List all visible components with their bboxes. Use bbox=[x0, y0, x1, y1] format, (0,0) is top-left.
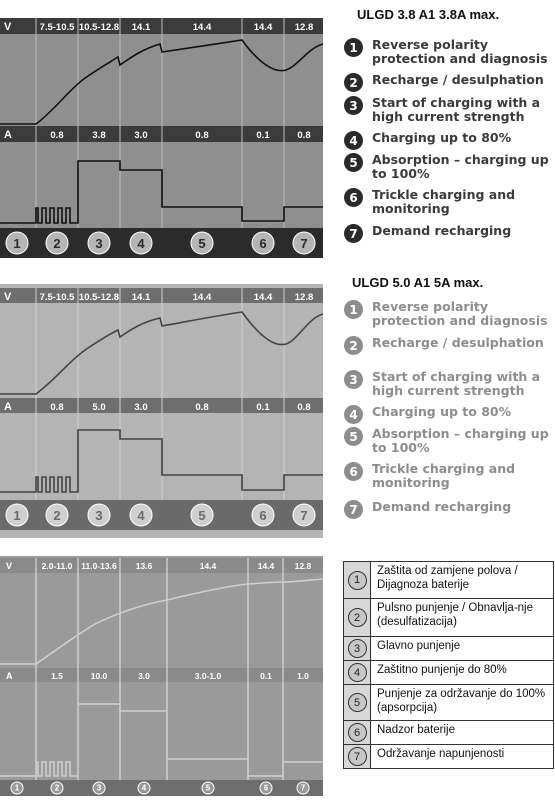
legend-item bbox=[344, 336, 549, 355]
legend-number-icon: 7 bbox=[344, 500, 363, 519]
voltage-label: 12.8 bbox=[294, 292, 314, 303]
phase-number: 3 bbox=[95, 235, 103, 251]
current-label: 0.1 bbox=[260, 671, 272, 681]
current-label: 0.8 bbox=[50, 130, 64, 141]
legend-number-icon: 3 bbox=[348, 639, 367, 658]
current-label: 0.8 bbox=[195, 402, 209, 413]
legend-number-cell bbox=[344, 637, 371, 660]
legend-text: Održavanje napunjenosti bbox=[377, 748, 505, 760]
legend-table bbox=[343, 561, 554, 769]
legend-row bbox=[344, 598, 553, 636]
phase-number: 1 bbox=[14, 783, 20, 793]
current-label: 0.8 bbox=[297, 130, 311, 141]
legend-text: Recharge / desulphation bbox=[372, 72, 544, 87]
voltage-label: 14.4 bbox=[199, 561, 217, 571]
current-label: 0.1 bbox=[256, 130, 270, 141]
legend-number-icon: 4 bbox=[344, 405, 363, 424]
legend-text: Glavno punjenje bbox=[377, 640, 461, 652]
voltage-axis-label: V bbox=[4, 21, 12, 33]
legend-text: Reverse polarity protection and diagnosis bbox=[372, 299, 548, 328]
voltage-label: 14.4 bbox=[253, 22, 273, 33]
legend-number-icon: 1 bbox=[348, 571, 367, 590]
legend-item bbox=[344, 427, 549, 455]
current-label: 3.8 bbox=[92, 130, 106, 141]
current-header-bar bbox=[0, 668, 323, 682]
voltage-label: 14.4 bbox=[192, 292, 212, 303]
panel-title: ULGD 3.8 A1 3.8A max. bbox=[357, 7, 500, 22]
legend-number-icon: 7 bbox=[344, 224, 363, 243]
voltage-label: 10.5-12.8 bbox=[78, 292, 120, 303]
voltage-label: 12.8 bbox=[294, 561, 312, 571]
legend-number-icon: 2 bbox=[344, 336, 363, 355]
legend-text: Start of charging with a high current strength bbox=[372, 95, 541, 124]
legend-text: Nadzor baterije bbox=[377, 724, 455, 736]
legend-number-icon: 4 bbox=[348, 663, 367, 682]
current-label: 3.0 bbox=[134, 130, 148, 141]
phase-number: 5 bbox=[205, 783, 211, 793]
voltage-label: 14.1 bbox=[131, 22, 151, 33]
phase-number: 4 bbox=[137, 507, 145, 523]
legend-text: Charging up to 80% bbox=[372, 130, 512, 145]
legend-number-icon: 3 bbox=[344, 96, 363, 115]
legend-text: Zaštitno punjenje do 80% bbox=[377, 664, 507, 676]
legend-item bbox=[344, 405, 549, 424]
legend-number-icon: 5 bbox=[348, 693, 367, 712]
voltage-label: 14.4 bbox=[257, 561, 275, 571]
voltage-label: 14.1 bbox=[131, 292, 151, 303]
legend-number-icon: 4 bbox=[344, 131, 363, 150]
legend-item bbox=[344, 38, 549, 66]
phase-number: 6 bbox=[259, 235, 267, 251]
voltage-label: 2.0-11.0 bbox=[41, 561, 73, 571]
legend-row bbox=[344, 684, 553, 720]
voltage-axis-label: V bbox=[4, 291, 12, 303]
current-label: 3.0 bbox=[138, 671, 150, 681]
legend-item bbox=[344, 153, 549, 181]
phase-number: 5 bbox=[198, 235, 206, 251]
phase-number: 6 bbox=[263, 783, 269, 793]
current-label: 5.0 bbox=[92, 402, 106, 413]
legend-number-icon: 6 bbox=[344, 462, 363, 481]
current-label: 3.0-1.0 bbox=[194, 671, 222, 681]
legend-number-cell bbox=[344, 685, 371, 720]
phase-number: 2 bbox=[53, 235, 61, 251]
legend-item bbox=[344, 370, 549, 398]
legend-item bbox=[344, 188, 549, 216]
legend-number-cell bbox=[344, 721, 371, 744]
legend-item bbox=[344, 300, 549, 328]
current-label: 3.0 bbox=[134, 402, 148, 413]
legend-item bbox=[344, 131, 549, 150]
voltage-label: 7.5-10.5 bbox=[39, 22, 75, 33]
legend-text: Pulsno punjenje / Obnavlja-nje (desulfatizacija) bbox=[377, 602, 533, 628]
legend-number-icon: 1 bbox=[344, 300, 363, 319]
legend-text: Punjenje za održavanje do 100% (apsorpcija) bbox=[377, 688, 546, 714]
legend-item bbox=[344, 96, 549, 124]
voltage-label: 13.6 bbox=[135, 561, 153, 571]
legend-text: Reverse polarity protection and diagnosis bbox=[372, 37, 548, 66]
legend-text: Start of charging with a high current strength bbox=[372, 369, 541, 398]
phase-number: 7 bbox=[300, 783, 306, 793]
legend-number-icon: 2 bbox=[348, 608, 367, 627]
phase-number: 1 bbox=[13, 235, 21, 251]
voltage-label: 14.4 bbox=[253, 292, 273, 303]
legend-item bbox=[344, 462, 549, 490]
legend-text: Trickle charging and monitoring bbox=[372, 461, 516, 490]
voltage-label: 14.4 bbox=[192, 22, 212, 33]
legend-number-icon: 6 bbox=[344, 188, 363, 207]
current-label: 10.0 bbox=[90, 671, 108, 681]
phase-number: 7 bbox=[300, 507, 308, 523]
phase-number: 6 bbox=[259, 507, 267, 523]
current-axis-label: A bbox=[6, 671, 13, 681]
legend-item bbox=[344, 73, 549, 92]
legend-text: Demand recharging bbox=[372, 223, 512, 238]
panel-title: ULGD 5.0 A1 5A max. bbox=[352, 275, 484, 290]
voltage-label: 10.5-12.8 bbox=[78, 22, 120, 33]
legend-number-cell bbox=[344, 661, 371, 684]
phase-number: 4 bbox=[141, 783, 147, 793]
legend-number-cell bbox=[344, 562, 371, 598]
legend-item bbox=[344, 224, 549, 243]
current-label: 0.8 bbox=[195, 130, 209, 141]
legend-text: Absorption – charging up to 100% bbox=[372, 426, 549, 455]
current-axis-label: A bbox=[4, 129, 12, 141]
voltage-axis-label: V bbox=[6, 561, 13, 571]
legend-number-cell bbox=[344, 745, 371, 768]
voltage-label: 12.8 bbox=[294, 22, 314, 33]
legend-number-icon: 2 bbox=[344, 73, 363, 92]
legend-number-icon: 6 bbox=[348, 723, 367, 742]
legend-row bbox=[344, 660, 553, 684]
phase-number: 7 bbox=[300, 235, 308, 251]
legend-row bbox=[344, 744, 553, 768]
legend-text: Zaštita od zamjene polova / Dijagnoza baterije bbox=[377, 565, 518, 591]
phase-number: 3 bbox=[95, 507, 103, 523]
legend-text: Demand recharging bbox=[372, 499, 512, 514]
phase-number: 1 bbox=[13, 507, 21, 523]
voltage-label: 7.5-10.5 bbox=[39, 292, 75, 303]
legend-row bbox=[344, 562, 553, 598]
current-label: 1.5 bbox=[51, 671, 63, 681]
phase-number: 2 bbox=[54, 783, 60, 793]
legend-text: Trickle charging and monitoring bbox=[372, 187, 516, 216]
legend-item bbox=[344, 500, 549, 519]
legend-text: Recharge / desulphation bbox=[372, 335, 544, 350]
legend-row bbox=[344, 720, 553, 744]
legend-number-icon: 5 bbox=[344, 153, 363, 172]
phase-number: 5 bbox=[198, 507, 206, 523]
voltage-label: 11.0-13.6 bbox=[81, 561, 117, 571]
legend-number-icon: 5 bbox=[344, 427, 363, 446]
current-label: 0.8 bbox=[297, 402, 311, 413]
legend-number-icon: 7 bbox=[348, 747, 367, 766]
current-axis-label: A bbox=[4, 401, 12, 413]
legend-row bbox=[344, 636, 553, 660]
panel-ulgd-5-0 bbox=[0, 270, 555, 540]
current-label: 1.0 bbox=[297, 671, 309, 681]
panel-ulgd-3-8 bbox=[0, 0, 555, 260]
phase-number: 4 bbox=[137, 235, 145, 251]
legend-number-icon: 1 bbox=[344, 38, 363, 57]
legend-number-icon: 3 bbox=[344, 370, 363, 389]
current-label: 0.8 bbox=[50, 402, 64, 413]
legend-text: Absorption – charging up to 100% bbox=[372, 152, 549, 181]
phase-number: 3 bbox=[96, 783, 102, 793]
phase-number-bar bbox=[0, 780, 323, 796]
current-label: 0.1 bbox=[256, 402, 270, 413]
legend-number-cell bbox=[344, 599, 371, 636]
phase-number: 2 bbox=[53, 507, 61, 523]
legend-text: Charging up to 80% bbox=[372, 404, 512, 419]
